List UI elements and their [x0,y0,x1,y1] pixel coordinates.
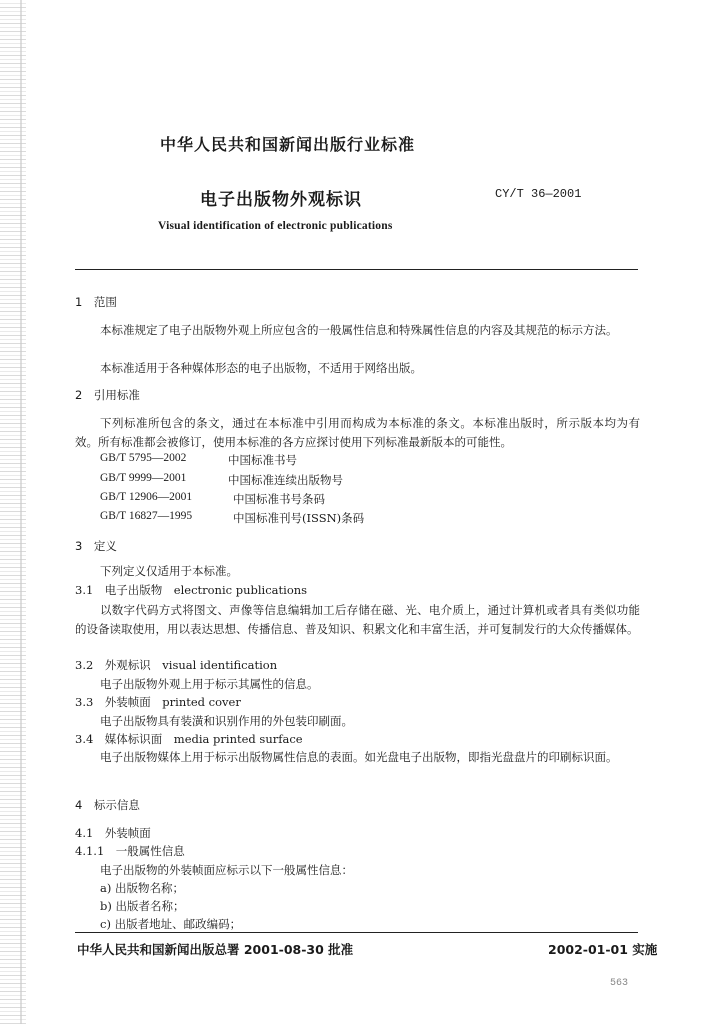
list-item-c: c) 出版者地址、邮政编码； [100,917,242,931]
definition-3-2-heading: 3.2 外观标识 visual identification [75,658,278,672]
ref-4-name: 中国标准刊号(ISSN)条码 [233,511,365,525]
section-4-1-heading: 4.1 外装帧面 [75,826,151,840]
section-3-heading: 3 定义 [75,539,117,553]
definition-3-3-heading: 3.3 外装帧面 printed cover [75,695,241,709]
scan-edge-artifact [0,0,26,1024]
definition-3-3-text: 电子出版物具有装潢和识别作用的外包装印刷面。 [100,714,353,728]
document-title: 电子出版物外观标识 [200,190,362,210]
ref-3-name: 中国标准书号条码 [233,492,325,506]
ref-2-name: 中国标准连续出版物号 [228,473,343,487]
definition-3-2-text: 电子出版物外观上用于标示其属性的信息。 [100,677,319,691]
section-1-para-1: 本标准规定了电子出版物外观上所应包含的一般属性信息和特殊属性信息的内容及其规范的标示方法。 [100,323,618,337]
section-2-para-1: 下列标准所包含的条文，通过在本标准中引用而构成为本标准的条文。本标准出版时，所示版本均为有效。所有标准都会被修订，使用本标准的各方应探讨使用下列标准最新版本的可能性。 [75,416,640,449]
ref-1-name: 中国标准书号 [228,453,297,467]
section-4-1-1-heading: 4.1.1 一般属性信息 [75,844,185,858]
ref-2-code: GB/T 9999—2001 [100,472,187,484]
section-1-heading: 1 范围 [75,295,117,309]
definition-3-1-text: 以数字代码方式将图文、声像等信息编辑加工后存储在磁、光、电介质上，通过计算机或者具有类似功能的设备读取使用，用以表达思想、传播信息、普及知识、积累文化和丰富生活，并可复制发行的大众传播媒体。 [75,603,640,636]
ref-4-code: GB/T 16827—1995 [100,510,193,522]
list-item-a: a) 出版物名称； [100,881,184,895]
effective-date: 2002-01-01 实施 [548,942,658,957]
definition-3-4-text: 电子出版物媒体上用于标示出版物属性信息的表面。如光盘电子出版物，即指光盘盘片的印刷标识面。 [100,750,618,764]
approval-date: 中华人民共和国新闻出版总署 2001-08-30 批准 [77,942,354,957]
definition-3-1-heading: 3.1 电子出版物 electronic publications [75,583,308,597]
section-4-heading: 4 标示信息 [75,798,140,812]
definition-3-4-heading: 3.4 媒体标识面 media printed surface [75,732,303,746]
scan-edge-line [20,0,22,1024]
english-title: Visual identification of electronic publications [158,220,393,232]
header-divider [75,269,638,270]
issuing-authority: 中华人民共和国新闻出版行业标准 [160,135,416,154]
ref-3-code: GB/T 12906—2001 [100,491,193,503]
section-4-1-1-intro: 电子出版物的外装帧面应标示以下一般属性信息： [100,863,353,877]
section-2-heading: 2 引用标准 [75,388,140,402]
footer-divider [75,932,638,933]
page-number: 563 [610,978,629,989]
standard-code: CY/T 36—2001 [495,187,582,201]
section-3-intro: 下列定义仅适用于本标准。 [100,564,238,578]
list-item-b: b) 出版者名称； [100,899,185,913]
ref-1-code: GB/T 5795—2002 [100,452,187,464]
section-1-para-2: 本标准适用于各种媒体形态的电子出版物，不适用于网络出版。 [100,361,422,375]
